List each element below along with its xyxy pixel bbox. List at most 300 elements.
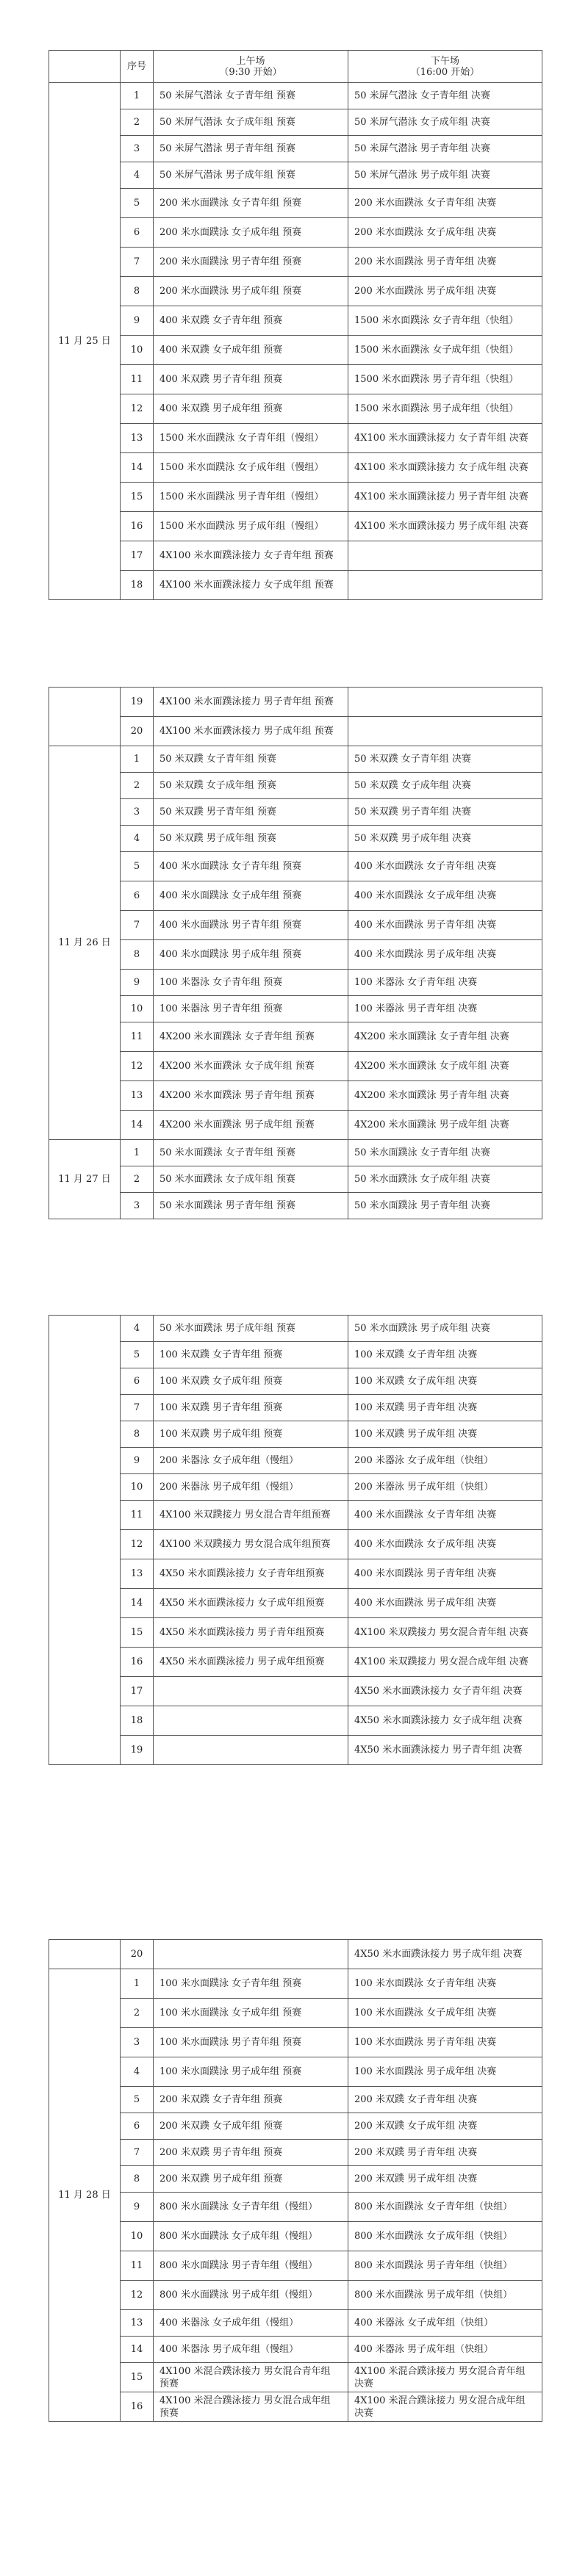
am-event-cell: 200 米器泳 男子成年组（慢组）: [154, 1474, 348, 1501]
pm-event-cell: 50 米水面蹼泳 男子成年组 决赛: [348, 1316, 542, 1342]
am-event-cell: 400 米器泳 男子成年组（慢组）: [154, 2337, 348, 2363]
table-row: [49, 571, 542, 600]
am-event-cell: 100 米双蹼 男子青年组 预赛: [154, 1395, 348, 1421]
table-row: [49, 970, 542, 996]
pm-event-cell: 100 米双蹼 女子青年组 决赛: [348, 1342, 542, 1368]
am-event-cell: 200 米双蹼 男子成年组 预赛: [154, 2166, 348, 2193]
seq-cell: 14: [121, 453, 154, 483]
am-event-cell: 4X200 米水面蹼泳 女子青年组 预赛: [154, 1022, 348, 1052]
seq-cell: 10: [121, 2222, 154, 2251]
seq-cell: 10: [121, 336, 154, 365]
pm-event-cell: 100 米水面蹼泳 女子青年组 决赛: [348, 1969, 542, 1999]
pm-event-cell: 400 米水面蹼泳 男子成年组 决赛: [348, 1589, 542, 1618]
am-event-cell: 800 米水面蹼泳 男子成年组（慢组）: [154, 2281, 348, 2310]
pm-event-cell: 50 米水面蹼泳 女子青年组 决赛: [348, 1140, 542, 1166]
table-row: [49, 2222, 542, 2251]
table-row: [49, 799, 542, 826]
seq-cell: 7: [121, 911, 154, 940]
table-row: [49, 2392, 542, 2422]
seq-cell: 16: [121, 2392, 154, 2422]
pm-event-cell: 400 米器泳 男子成年组（快组）: [348, 2337, 542, 2363]
seq-cell: 10: [121, 1474, 154, 1501]
table-row: [49, 2337, 542, 2363]
am-event-cell: 200 米水面蹼泳 男子成年组 预赛: [154, 277, 348, 306]
am-event-cell: 1500 米水面蹼泳 男子成年组（慢组）: [154, 512, 348, 541]
am-event-cell: 4X200 米水面蹼泳 女子成年组 预赛: [154, 1052, 348, 1081]
seq-cell: 14: [121, 2337, 154, 2363]
table-row: [49, 1589, 542, 1618]
seq-cell: 2: [121, 773, 154, 799]
pm-event-cell: 4X100 米双蹼接力 男女混合青年组 决赛: [348, 1618, 542, 1648]
table-row: [49, 306, 542, 336]
am-event-cell: 4X200 米水面蹼泳 男子成年组 预赛: [154, 1111, 348, 1140]
am-event-cell: 400 米水面蹼泳 男子青年组 预赛: [154, 911, 348, 940]
table-row: [49, 2087, 542, 2113]
am-event-cell: 200 米水面蹼泳 女子青年组 预赛: [154, 189, 348, 218]
date-cell: 11 月 27 日: [49, 1140, 121, 1219]
am-event-cell: 50 米双蹼 女子青年组 预赛: [154, 746, 348, 773]
pm-event-cell: 4X100 米混合蹼泳接力 男女混合成年组 决赛: [348, 2392, 542, 2422]
am-event-cell: 100 米双蹼 女子成年组 预赛: [154, 1368, 348, 1395]
pm-event-cell: 4X200 米水面蹼泳 女子成年组 决赛: [348, 1052, 542, 1081]
table-row: [49, 940, 542, 970]
seq-cell: 18: [121, 1706, 154, 1736]
seq-cell: 8: [121, 1421, 154, 1448]
table-row: [49, 2363, 542, 2392]
seq-cell: 1: [121, 83, 154, 109]
seq-cell: 6: [121, 218, 154, 248]
header-am: [154, 51, 348, 83]
seq-cell: 9: [121, 2193, 154, 2222]
pm-event-cell: 400 米水面蹼泳 男子成年组 决赛: [348, 940, 542, 970]
table-row: [49, 1448, 542, 1474]
seq-cell: 3: [121, 2028, 154, 2057]
pm-event-cell: 200 米水面蹼泳 女子成年组 决赛: [348, 218, 542, 248]
seq-cell: 1: [121, 1969, 154, 1999]
table-row: [49, 1140, 542, 1166]
am-event-cell: 50 米水面蹼泳 女子青年组 预赛: [154, 1140, 348, 1166]
pm-event-cell: 50 米屏气潜泳 男子成年组 决赛: [348, 162, 542, 189]
pm-event-cell: 200 米水面蹼泳 男子青年组 决赛: [348, 248, 542, 277]
am-event-cell: 400 米双蹼 女子成年组 预赛: [154, 336, 348, 365]
date-cell: [49, 688, 121, 746]
am-event-cell: [154, 1736, 348, 1765]
seq-cell: 15: [121, 2363, 154, 2392]
table-row: [49, 688, 542, 717]
pm-event-cell: 800 米水面蹼泳 男子青年组（快组）: [348, 2251, 542, 2281]
header-pm: [348, 51, 542, 83]
pm-event-cell: 50 米屏气潜泳 男子青年组 决赛: [348, 136, 542, 162]
pm-event-cell: [348, 571, 542, 600]
table-row: [49, 1395, 542, 1421]
seq-cell: 20: [121, 1940, 154, 1969]
am-event-cell: 4X200 米水面蹼泳 男子青年组 预赛: [154, 1081, 348, 1111]
am-event-cell: 200 米水面蹼泳 男子青年组 预赛: [154, 248, 348, 277]
am-event-cell: 100 米器泳 女子青年组 预赛: [154, 970, 348, 996]
pm-event-cell: 100 米水面蹼泳 男子成年组 决赛: [348, 2057, 542, 2087]
seq-cell: 8: [121, 940, 154, 970]
am-event-cell: [154, 1706, 348, 1736]
am-event-cell: 4X100 米双蹼接力 男女混合成年组预赛: [154, 1530, 348, 1559]
am-event-cell: [154, 1677, 348, 1706]
am-event-cell: 4X100 米混合蹼泳接力 男女混合成年组 预赛: [154, 2392, 348, 2422]
am-event-cell: 50 米屏气潜泳 女子成年组 预赛: [154, 109, 348, 136]
seq-cell: 11: [121, 1501, 154, 1530]
seq-cell: 5: [121, 2087, 154, 2113]
am-event-cell: 100 米水面蹼泳 女子青年组 预赛: [154, 1969, 348, 1999]
pm-event-cell: 50 米水面蹼泳 女子成年组 决赛: [348, 1166, 542, 1193]
seq-cell: 12: [121, 394, 154, 424]
header-am-time: （9:30 开始）: [219, 66, 282, 78]
am-event-cell: 4X100 米混合蹼泳接力 男女混合青年组 预赛: [154, 2363, 348, 2392]
table-row: [49, 2057, 542, 2087]
am-event-cell: 50 米屏气潜泳 女子青年组 预赛: [154, 83, 348, 109]
seq-cell: 11: [121, 1022, 154, 1052]
table-row: [49, 826, 542, 852]
pm-event-cell: 50 米双蹼 女子青年组 决赛: [348, 746, 542, 773]
seq-cell: 20: [121, 717, 154, 746]
header-date-cell: [49, 51, 121, 83]
am-event-cell: 400 米双蹼 男子青年组 预赛: [154, 365, 348, 394]
table-row: [49, 424, 542, 453]
am-event-cell: 4X100 米水面蹼泳接力 女子青年组 预赛: [154, 541, 348, 571]
seq-cell: 11: [121, 2251, 154, 2281]
schedule-table-section: [49, 687, 542, 1219]
seq-cell: 5: [121, 1342, 154, 1368]
am-event-cell: 200 米双蹼 女子成年组 预赛: [154, 2113, 348, 2140]
am-event-cell: 4X100 米双蹼接力 男女混合青年组预赛: [154, 1501, 348, 1530]
seq-cell: 13: [121, 1081, 154, 1111]
pm-event-cell: 100 米水面蹼泳 女子成年组 决赛: [348, 1999, 542, 2028]
table-row: [49, 2310, 542, 2337]
am-event-cell: [154, 1940, 348, 1969]
schedule-table-section: [49, 50, 542, 600]
table-row: [49, 483, 542, 512]
seq-cell: 2: [121, 1999, 154, 2028]
seq-cell: 10: [121, 996, 154, 1022]
table-row: [49, 2251, 542, 2281]
am-event-cell: 50 米水面蹼泳 女子成年组 预赛: [154, 1166, 348, 1193]
pm-event-cell: 4X100 米水面蹼泳接力 女子成年组 决赛: [348, 453, 542, 483]
header-pm-title: 下午场: [430, 55, 459, 67]
am-event-cell: 200 米器泳 女子成年组（慢组）: [154, 1448, 348, 1474]
seq-cell: 15: [121, 483, 154, 512]
pm-event-cell: 4X100 米水面蹼泳接力 男子青年组 决赛: [348, 483, 542, 512]
table-row: [49, 2193, 542, 2222]
pm-event-cell: 800 米水面蹼泳 女子成年组（快组）: [348, 2222, 542, 2251]
pm-event-cell: 400 米器泳 女子成年组（快组）: [348, 2310, 542, 2337]
pm-event-cell: 400 米水面蹼泳 女子青年组 决赛: [348, 1501, 542, 1530]
table-row: [49, 1501, 542, 1530]
table-row: [49, 1193, 542, 1219]
am-event-cell: 50 米水面蹼泳 男子成年组 预赛: [154, 1316, 348, 1342]
table-row: [49, 1648, 542, 1677]
pm-event-cell: [348, 717, 542, 746]
pm-event-cell: 400 米水面蹼泳 男子青年组 决赛: [348, 911, 542, 940]
table-row: [49, 1474, 542, 1501]
pm-event-cell: 1500 米水面蹼泳 女子青年组（快组）: [348, 306, 542, 336]
date-cell: [49, 1940, 121, 1969]
seq-cell: 8: [121, 2166, 154, 2193]
am-event-cell: 100 米器泳 男子青年组 预赛: [154, 996, 348, 1022]
table-row: [49, 1316, 542, 1342]
am-event-cell: 50 米双蹼 男子青年组 预赛: [154, 799, 348, 826]
seq-cell: 12: [121, 1052, 154, 1081]
pm-event-cell: 4X100 米双蹼接力 男女混合成年组 决赛: [348, 1648, 542, 1677]
seq-cell: 13: [121, 2310, 154, 2337]
table-row: [49, 1421, 542, 1448]
pm-event-cell: 50 米水面蹼泳 男子青年组 决赛: [348, 1193, 542, 1219]
seq-cell: 13: [121, 424, 154, 453]
seq-cell: 7: [121, 1395, 154, 1421]
table-row: [49, 248, 542, 277]
pm-event-cell: 200 米器泳 男子成年组（快组）: [348, 1474, 542, 1501]
date-cell: 11 月 25 日: [49, 83, 121, 600]
table-row: [49, 2166, 542, 2193]
am-event-cell: 200 米双蹼 男子青年组 预赛: [154, 2140, 348, 2166]
seq-cell: 12: [121, 2281, 154, 2310]
table-row: [49, 2028, 542, 2057]
pm-event-cell: 4X50 米水面蹼泳接力 男子青年组 决赛: [348, 1736, 542, 1765]
seq-cell: 9: [121, 970, 154, 996]
table-row: [49, 717, 542, 746]
pm-event-cell: 100 米器泳 女子青年组 决赛: [348, 970, 542, 996]
table-row: [49, 996, 542, 1022]
am-event-cell: 1500 米水面蹼泳 女子成年组（慢组）: [154, 453, 348, 483]
pm-event-cell: 4X100 米混合蹼泳接力 男女混合青年组 决赛: [348, 2363, 542, 2392]
pm-event-cell: 1500 米水面蹼泳 女子成年组（快组）: [348, 336, 542, 365]
table-row: [49, 541, 542, 571]
seq-cell: 7: [121, 248, 154, 277]
pm-event-cell: 400 米水面蹼泳 女子成年组 决赛: [348, 881, 542, 911]
seq-cell: 5: [121, 852, 154, 881]
table-row: [49, 2140, 542, 2166]
seq-cell: 5: [121, 189, 154, 218]
am-event-cell: 800 米水面蹼泳 男子青年组（慢组）: [154, 2251, 348, 2281]
am-event-cell: 200 米双蹼 女子青年组 预赛: [154, 2087, 348, 2113]
table-row: [49, 1081, 542, 1111]
am-event-cell: 4X50 米水面蹼泳接力 男子青年组预赛: [154, 1618, 348, 1648]
seq-cell: 9: [121, 1448, 154, 1474]
seq-cell: 14: [121, 1111, 154, 1140]
seq-cell: 1: [121, 746, 154, 773]
table-row: [49, 453, 542, 483]
am-event-cell: 400 米水面蹼泳 女子青年组 预赛: [154, 852, 348, 881]
am-event-cell: 100 米水面蹼泳 女子成年组 预赛: [154, 1999, 348, 2028]
date-cell: 11 月 28 日: [49, 1969, 121, 2422]
seq-cell: 3: [121, 136, 154, 162]
am-event-cell: 50 米屏气潜泳 男子青年组 预赛: [154, 136, 348, 162]
seq-cell: 13: [121, 1559, 154, 1589]
table-row: [49, 1052, 542, 1081]
header-seq: 序号: [121, 51, 154, 83]
table-row: [49, 881, 542, 911]
table-row: [49, 512, 542, 541]
am-event-cell: 400 米器泳 女子成年组（慢组）: [154, 2310, 348, 2337]
table-row: [49, 1618, 542, 1648]
table-row: [49, 1530, 542, 1559]
seq-cell: 12: [121, 1530, 154, 1559]
seq-cell: 17: [121, 1677, 154, 1706]
pm-event-cell: 400 米水面蹼泳 女子青年组 决赛: [348, 852, 542, 881]
table-row: [49, 1969, 542, 1999]
am-event-cell: 100 米双蹼 男子成年组 预赛: [154, 1421, 348, 1448]
pm-event-cell: 200 米双蹼 男子成年组 决赛: [348, 2166, 542, 2193]
am-event-cell: 400 米双蹼 男子成年组 预赛: [154, 394, 348, 424]
table-row: [49, 911, 542, 940]
seq-cell: 4: [121, 2057, 154, 2087]
pm-event-cell: 400 米水面蹼泳 男子青年组 决赛: [348, 1559, 542, 1589]
am-event-cell: 200 米水面蹼泳 女子成年组 预赛: [154, 218, 348, 248]
am-event-cell: 100 米水面蹼泳 男子成年组 预赛: [154, 2057, 348, 2087]
pm-event-cell: 50 米屏气潜泳 女子青年组 决赛: [348, 83, 542, 109]
table-row: [49, 1166, 542, 1193]
pm-event-cell: 4X200 米水面蹼泳 男子成年组 决赛: [348, 1111, 542, 1140]
seq-cell: 1: [121, 1140, 154, 1166]
table-row: [49, 1022, 542, 1052]
seq-cell: 19: [121, 688, 154, 717]
table-row: [49, 1706, 542, 1736]
am-event-cell: 400 米双蹼 女子青年组 预赛: [154, 306, 348, 336]
schedule-table-section: [49, 1939, 542, 2422]
am-event-cell: 100 米双蹼 女子青年组 预赛: [154, 1342, 348, 1368]
seq-cell: 16: [121, 1648, 154, 1677]
pm-event-cell: 100 米水面蹼泳 男子青年组 决赛: [348, 2028, 542, 2057]
table-row: [49, 1940, 542, 1969]
table-row: [49, 852, 542, 881]
am-event-cell: 4X50 米水面蹼泳接力 女子成年组预赛: [154, 1589, 348, 1618]
pm-event-cell: 200 米水面蹼泳 女子青年组 决赛: [348, 189, 542, 218]
am-event-cell: 1500 米水面蹼泳 男子青年组（慢组）: [154, 483, 348, 512]
seq-cell: 4: [121, 826, 154, 852]
seq-cell: 6: [121, 2113, 154, 2140]
pm-event-cell: 100 米器泳 男子青年组 决赛: [348, 996, 542, 1022]
date-cell: [49, 1316, 121, 1765]
pm-event-cell: 400 米水面蹼泳 女子成年组 决赛: [348, 1530, 542, 1559]
pm-event-cell: 4X100 米水面蹼泳接力 女子青年组 决赛: [348, 424, 542, 453]
table-row: [49, 773, 542, 799]
header-pm-time: （16:00 开始）: [410, 66, 480, 78]
am-event-cell: 4X100 米水面蹼泳接力 男子成年组 预赛: [154, 717, 348, 746]
table-row: [49, 394, 542, 424]
seq-cell: 14: [121, 1589, 154, 1618]
am-event-cell: 800 米水面蹼泳 女子成年组（慢组）: [154, 2222, 348, 2251]
table-row: [49, 2281, 542, 2310]
seq-cell: 11: [121, 365, 154, 394]
table-header-row: [49, 51, 542, 83]
am-event-cell: 50 米水面蹼泳 男子青年组 预赛: [154, 1193, 348, 1219]
am-event-cell: 4X100 米水面蹼泳接力 女子成年组 预赛: [154, 571, 348, 600]
pm-event-cell: 50 米双蹼 女子成年组 决赛: [348, 773, 542, 799]
am-event-cell: 50 米双蹼 女子成年组 预赛: [154, 773, 348, 799]
pm-event-cell: 4X100 米水面蹼泳接力 男子成年组 决赛: [348, 512, 542, 541]
seq-cell: 16: [121, 512, 154, 541]
seq-cell: 7: [121, 2140, 154, 2166]
seq-cell: 2: [121, 109, 154, 136]
table-row: [49, 189, 542, 218]
seq-cell: 18: [121, 571, 154, 600]
pm-event-cell: [348, 541, 542, 571]
pm-event-cell: 800 米水面蹼泳 女子青年组（快组）: [348, 2193, 542, 2222]
table-row: [49, 136, 542, 162]
seq-cell: 4: [121, 162, 154, 189]
seq-cell: 4: [121, 1316, 154, 1342]
table-row: [49, 218, 542, 248]
seq-cell: 9: [121, 306, 154, 336]
pm-event-cell: 50 米双蹼 男子成年组 决赛: [348, 826, 542, 852]
pm-event-cell: 200 米双蹼 男子青年组 决赛: [348, 2140, 542, 2166]
pm-event-cell: 1500 米水面蹼泳 男子青年组（快组）: [348, 365, 542, 394]
pm-event-cell: 800 米水面蹼泳 男子成年组（快组）: [348, 2281, 542, 2310]
table-row: [49, 336, 542, 365]
table-row: [49, 1677, 542, 1706]
pm-event-cell: [348, 688, 542, 717]
table-row: [49, 109, 542, 136]
table-row: [49, 277, 542, 306]
am-event-cell: 50 米双蹼 男子成年组 预赛: [154, 826, 348, 852]
seq-cell: 15: [121, 1618, 154, 1648]
pm-event-cell: 50 米双蹼 男子青年组 决赛: [348, 799, 542, 826]
pm-event-cell: 50 米屏气潜泳 女子成年组 决赛: [348, 109, 542, 136]
table-row: [49, 83, 542, 109]
am-event-cell: 800 米水面蹼泳 女子青年组（慢组）: [154, 2193, 348, 2222]
seq-cell: 6: [121, 1368, 154, 1395]
pm-event-cell: 200 米器泳 女子成年组（快组）: [348, 1448, 542, 1474]
pm-event-cell: 1500 米水面蹼泳 男子成年组（快组）: [348, 394, 542, 424]
table-row: [49, 1342, 542, 1368]
table-row: [49, 1111, 542, 1140]
pm-event-cell: 100 米双蹼 女子成年组 决赛: [348, 1368, 542, 1395]
table-row: [49, 2113, 542, 2140]
am-event-cell: 100 米水面蹼泳 男子青年组 预赛: [154, 2028, 348, 2057]
am-event-cell: 1500 米水面蹼泳 女子青年组（慢组）: [154, 424, 348, 453]
table-row: [49, 1559, 542, 1589]
table-row: [49, 746, 542, 773]
pm-event-cell: 200 米水面蹼泳 男子成年组 决赛: [348, 277, 542, 306]
am-event-cell: 4X50 米水面蹼泳接力 女子青年组预赛: [154, 1559, 348, 1589]
seq-cell: 8: [121, 277, 154, 306]
seq-cell: 2: [121, 1166, 154, 1193]
table-row: [49, 162, 542, 189]
am-event-cell: 400 米水面蹼泳 男子成年组 预赛: [154, 940, 348, 970]
seq-cell: 19: [121, 1736, 154, 1765]
pm-event-cell: 200 米双蹼 女子成年组 决赛: [348, 2113, 542, 2140]
pm-event-cell: 100 米双蹼 男子青年组 决赛: [348, 1395, 542, 1421]
date-cell: 11 月 26 日: [49, 746, 121, 1140]
am-event-cell: 50 米屏气潜泳 男子成年组 预赛: [154, 162, 348, 189]
pm-event-cell: 4X50 米水面蹼泳接力 男子成年组 决赛: [348, 1940, 542, 1969]
pm-event-cell: 4X200 米水面蹼泳 男子青年组 决赛: [348, 1081, 542, 1111]
am-event-cell: 4X50 米水面蹼泳接力 男子成年组预赛: [154, 1648, 348, 1677]
seq-cell: 6: [121, 881, 154, 911]
table-row: [49, 1368, 542, 1395]
seq-cell: 17: [121, 541, 154, 571]
table-row: [49, 365, 542, 394]
pm-event-cell: 4X50 米水面蹼泳接力 女子成年组 决赛: [348, 1706, 542, 1736]
pm-event-cell: 4X200 米水面蹼泳 女子青年组 决赛: [348, 1022, 542, 1052]
header-am-title: 上午场: [236, 55, 265, 67]
seq-cell: 3: [121, 799, 154, 826]
am-event-cell: 400 米水面蹼泳 女子成年组 预赛: [154, 881, 348, 911]
pm-event-cell: 200 米双蹼 女子青年组 决赛: [348, 2087, 542, 2113]
table-row: [49, 1999, 542, 2028]
pm-event-cell: 4X50 米水面蹼泳接力 女子青年组 决赛: [348, 1677, 542, 1706]
am-event-cell: 4X100 米水面蹼泳接力 男子青年组 预赛: [154, 688, 348, 717]
schedule-table-section: [49, 1315, 542, 1765]
seq-cell: 3: [121, 1193, 154, 1219]
table-row: [49, 1736, 542, 1765]
pm-event-cell: 100 米双蹼 男子成年组 决赛: [348, 1421, 542, 1448]
